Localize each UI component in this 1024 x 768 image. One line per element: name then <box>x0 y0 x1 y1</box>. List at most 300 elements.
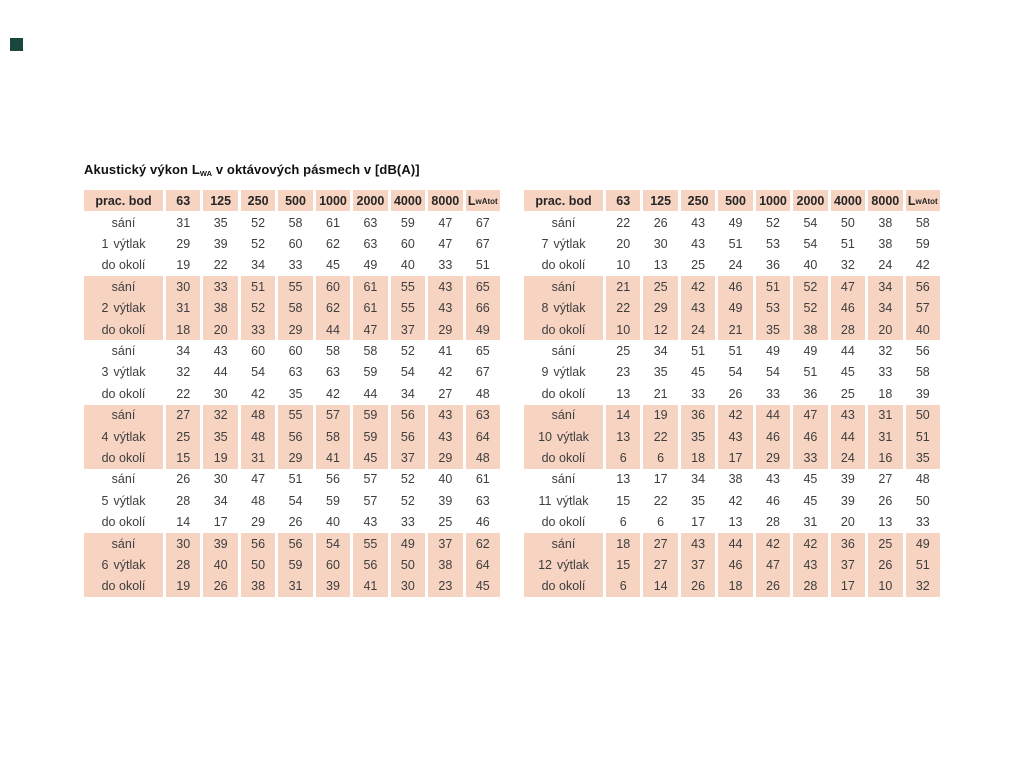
value-cell: 46 <box>766 493 780 508</box>
group-number: 1 <box>101 237 109 252</box>
value-cell: 37 <box>691 557 706 572</box>
value-cell: 41 <box>438 344 453 359</box>
header-cell-frequency: 63 <box>606 190 640 211</box>
value-cell: 33 <box>915 515 930 530</box>
value-cell: 51 <box>915 557 930 572</box>
value-column <box>316 533 350 597</box>
value-column <box>353 469 387 533</box>
value-column <box>606 340 640 404</box>
header-cell-frequency: 2000 <box>353 190 387 211</box>
value-cell: 44 <box>840 344 855 359</box>
value-column <box>793 212 827 276</box>
row-label: sání <box>111 279 136 294</box>
group-number: 10 <box>538 429 552 444</box>
value-cell: 49 <box>728 301 743 316</box>
header-cell-frequency: 500 <box>278 190 312 211</box>
value-column <box>643 276 677 340</box>
value-cell: 51 <box>475 258 490 273</box>
value-cell: 58 <box>288 301 303 316</box>
value-column <box>718 212 752 276</box>
measurement-group <box>84 469 500 533</box>
value-column <box>278 405 312 469</box>
value-cell: 62 <box>475 536 490 551</box>
value-cell: 43 <box>691 536 706 551</box>
value-cell: 61 <box>363 301 378 316</box>
value-column <box>718 340 752 404</box>
value-cell: 13 <box>728 515 743 530</box>
value-cell: 35 <box>691 429 706 444</box>
value-cell: 31 <box>878 408 893 423</box>
value-cell: 58 <box>915 215 930 230</box>
value-cell: 31 <box>176 301 191 316</box>
value-cell: 13 <box>878 515 893 530</box>
value-cell: 51 <box>288 472 303 487</box>
value-cell: 55 <box>400 279 415 294</box>
value-cell: 20 <box>213 322 228 337</box>
value-cell: 33 <box>766 386 780 401</box>
value-cell: 45 <box>363 450 378 465</box>
value-column <box>756 212 790 276</box>
value-column <box>681 340 715 404</box>
value-cell: 27 <box>438 386 453 401</box>
value-cell: 15 <box>176 450 191 465</box>
value-cell: 43 <box>213 344 228 359</box>
value-cell: 21 <box>616 279 631 294</box>
value-cell: 63 <box>326 365 340 380</box>
value-cell: 43 <box>691 237 706 252</box>
row-label: do okolí <box>541 258 586 273</box>
header-cell-prac-bod: prac. bod <box>524 190 603 211</box>
value-cell: 16 <box>878 450 893 465</box>
value-cell: 47 <box>438 215 453 230</box>
value-column <box>353 340 387 404</box>
value-cell: 22 <box>616 301 631 316</box>
value-cell: 10 <box>616 258 631 273</box>
value-column <box>906 212 940 276</box>
value-cell: 51 <box>728 344 743 359</box>
value-cell: 44 <box>326 322 340 337</box>
value-column <box>681 533 715 597</box>
value-cell: 50 <box>251 557 266 572</box>
value-cell: 40 <box>438 472 453 487</box>
value-cell: 49 <box>766 344 780 359</box>
value-column <box>868 405 902 469</box>
value-cell: 45 <box>803 472 818 487</box>
value-cell: 48 <box>475 450 490 465</box>
value-column <box>241 212 275 276</box>
row-label-column <box>524 533 603 597</box>
row-label: do okolí <box>541 579 586 594</box>
value-cell: 54 <box>400 365 415 380</box>
value-cell: 45 <box>803 493 818 508</box>
value-cell: 25 <box>691 258 706 273</box>
value-column <box>756 469 790 533</box>
row-label: sání <box>111 472 136 487</box>
value-column <box>466 212 500 276</box>
value-cell: 56 <box>915 344 930 359</box>
value-column <box>428 340 462 404</box>
table-header-row <box>524 190 940 211</box>
measurement-group <box>524 212 940 276</box>
value-cell: 45 <box>475 579 490 594</box>
value-column <box>166 533 200 597</box>
lwatot-subscript: wAtot <box>915 197 938 206</box>
value-cell: 46 <box>728 279 743 294</box>
row-label: do okolí <box>101 450 146 465</box>
value-cell: 35 <box>213 215 228 230</box>
value-cell: 52 <box>803 279 818 294</box>
row-label: sání <box>111 215 136 230</box>
value-cell: 6 <box>657 450 665 465</box>
value-cell: 27 <box>653 557 668 572</box>
value-cell: 30 <box>400 579 415 594</box>
value-cell: 29 <box>766 450 780 465</box>
row-label: 9 výtlak <box>541 365 586 380</box>
value-cell: 39 <box>840 472 855 487</box>
row-label-column <box>524 405 603 469</box>
value-cell: 39 <box>213 237 228 252</box>
group-number: 11 <box>538 493 552 508</box>
value-cell: 18 <box>691 450 706 465</box>
value-cell: 43 <box>438 408 453 423</box>
value-cell: 10 <box>616 322 631 337</box>
tables-row <box>84 190 940 597</box>
value-column <box>681 212 715 276</box>
value-cell: 26 <box>728 386 743 401</box>
value-cell: 26 <box>878 493 893 508</box>
header-cell-prac-bod: prac. bod <box>84 190 163 211</box>
value-cell: 29 <box>288 322 303 337</box>
value-cell: 26 <box>878 557 893 572</box>
value-cell: 58 <box>326 429 340 444</box>
value-column <box>166 212 200 276</box>
value-cell: 50 <box>840 215 855 230</box>
row-label: 2 výtlak <box>101 301 146 316</box>
value-column <box>868 533 902 597</box>
value-cell: 38 <box>728 472 743 487</box>
value-cell: 25 <box>616 344 631 359</box>
value-cell: 29 <box>653 301 668 316</box>
value-cell: 30 <box>653 237 668 252</box>
value-cell: 51 <box>803 365 818 380</box>
value-cell: 65 <box>475 279 490 294</box>
value-cell: 38 <box>878 215 893 230</box>
value-cell: 15 <box>616 493 631 508</box>
value-column <box>278 469 312 533</box>
value-cell: 22 <box>616 215 631 230</box>
value-cell: 38 <box>803 322 818 337</box>
value-cell: 57 <box>326 408 340 423</box>
value-cell: 30 <box>176 536 191 551</box>
value-cell: 28 <box>803 579 818 594</box>
value-column <box>241 533 275 597</box>
row-label-column <box>524 276 603 340</box>
value-column <box>831 405 865 469</box>
value-cell: 63 <box>475 493 490 508</box>
header-cell-frequency: 1000 <box>316 190 350 211</box>
value-cell: 60 <box>326 279 340 294</box>
value-cell: 32 <box>840 258 855 273</box>
measurement-group <box>84 276 500 340</box>
value-cell: 28 <box>176 557 191 572</box>
value-cell: 67 <box>475 237 490 252</box>
value-column <box>606 212 640 276</box>
value-column <box>831 533 865 597</box>
value-cell: 63 <box>363 215 378 230</box>
value-column <box>643 405 677 469</box>
value-cell: 22 <box>653 493 668 508</box>
value-cell: 36 <box>840 536 855 551</box>
value-cell: 54 <box>326 536 340 551</box>
value-column <box>868 340 902 404</box>
value-cell: 56 <box>251 536 266 551</box>
value-column <box>466 533 500 597</box>
value-column <box>643 469 677 533</box>
value-column <box>278 340 312 404</box>
value-cell: 23 <box>616 365 631 380</box>
value-cell: 29 <box>438 450 453 465</box>
row-label: 1 výtlak <box>101 237 146 252</box>
value-cell: 19 <box>176 258 191 273</box>
value-column <box>681 405 715 469</box>
value-cell: 56 <box>288 429 303 444</box>
value-cell: 48 <box>251 429 266 444</box>
value-column <box>203 276 237 340</box>
value-cell: 20 <box>840 515 855 530</box>
value-cell: 27 <box>176 408 191 423</box>
value-column <box>756 276 790 340</box>
value-column <box>203 405 237 469</box>
value-cell: 58 <box>326 344 340 359</box>
value-cell: 25 <box>438 515 453 530</box>
value-column <box>428 212 462 276</box>
value-column <box>241 469 275 533</box>
value-cell: 39 <box>915 386 930 401</box>
value-cell: 42 <box>438 365 453 380</box>
header-cell-frequency: 4000 <box>391 190 425 211</box>
value-column <box>718 469 752 533</box>
value-cell: 35 <box>213 429 228 444</box>
value-column <box>316 212 350 276</box>
value-cell: 31 <box>288 579 303 594</box>
corner-accent-square <box>10 38 23 51</box>
value-cell: 31 <box>878 429 893 444</box>
header-cell-frequency: 4000 <box>831 190 865 211</box>
value-column <box>756 533 790 597</box>
value-cell: 30 <box>213 386 228 401</box>
value-column <box>868 276 902 340</box>
row-label: sání <box>551 344 576 359</box>
value-cell: 33 <box>213 279 228 294</box>
value-cell: 56 <box>326 472 340 487</box>
value-cell: 58 <box>915 365 930 380</box>
value-cell: 57 <box>363 493 378 508</box>
value-cell: 59 <box>363 365 378 380</box>
value-column <box>831 340 865 404</box>
value-column <box>718 405 752 469</box>
value-cell: 40 <box>915 322 930 337</box>
value-cell: 38 <box>878 237 893 252</box>
value-cell: 37 <box>840 557 855 572</box>
value-column <box>906 533 940 597</box>
value-cell: 59 <box>915 237 930 252</box>
value-column <box>606 469 640 533</box>
value-cell: 17 <box>653 472 668 487</box>
value-cell: 50 <box>400 557 415 572</box>
value-cell: 41 <box>363 579 378 594</box>
value-column <box>166 340 200 404</box>
row-label-column <box>84 533 163 597</box>
value-column <box>166 276 200 340</box>
value-column <box>466 276 500 340</box>
row-label-column <box>524 212 603 276</box>
value-column <box>681 276 715 340</box>
value-column <box>203 212 237 276</box>
group-number: 7 <box>541 237 549 252</box>
value-cell: 43 <box>840 408 855 423</box>
value-cell: 52 <box>400 493 415 508</box>
value-cell: 61 <box>475 472 490 487</box>
value-cell: 30 <box>176 279 191 294</box>
measurement-group <box>524 340 940 404</box>
value-column <box>831 469 865 533</box>
row-label-column <box>524 340 603 404</box>
value-cell: 47 <box>438 237 453 252</box>
row-label: do okolí <box>541 515 586 530</box>
value-cell: 37 <box>438 536 453 551</box>
header-cell-frequency: 250 <box>241 190 275 211</box>
row-label: do okolí <box>101 258 146 273</box>
value-cell: 38 <box>251 579 266 594</box>
value-cell: 38 <box>213 301 228 316</box>
value-cell: 52 <box>251 301 266 316</box>
value-cell: 42 <box>915 258 930 273</box>
value-cell: 57 <box>915 301 930 316</box>
value-column <box>906 276 940 340</box>
value-cell: 30 <box>213 472 228 487</box>
header-cell-frequency: 2000 <box>793 190 827 211</box>
value-column <box>278 212 312 276</box>
row-label: do okolí <box>101 515 146 530</box>
value-cell: 34 <box>251 258 266 273</box>
value-column <box>718 533 752 597</box>
value-cell: 10 <box>878 579 893 594</box>
value-cell: 27 <box>878 472 893 487</box>
value-column <box>353 212 387 276</box>
value-column <box>466 405 500 469</box>
value-cell: 46 <box>728 557 743 572</box>
value-cell: 26 <box>213 579 228 594</box>
value-cell: 49 <box>400 536 415 551</box>
value-cell: 33 <box>878 365 893 380</box>
value-cell: 25 <box>176 429 191 444</box>
header-cell-frequency: 63 <box>166 190 200 211</box>
value-cell: 47 <box>840 279 855 294</box>
value-column <box>906 340 940 404</box>
value-cell: 44 <box>363 386 378 401</box>
value-column <box>241 340 275 404</box>
value-cell: 18 <box>878 386 893 401</box>
value-cell: 52 <box>251 215 266 230</box>
value-cell: 59 <box>363 429 378 444</box>
value-column <box>316 276 350 340</box>
value-cell: 59 <box>326 493 340 508</box>
value-cell: 63 <box>475 408 490 423</box>
value-cell: 43 <box>728 429 743 444</box>
value-cell: 21 <box>653 386 668 401</box>
value-cell: 32 <box>213 408 228 423</box>
row-label: sání <box>111 344 136 359</box>
value-cell: 54 <box>803 237 818 252</box>
header-cell-frequency: 8000 <box>428 190 462 211</box>
value-column <box>316 405 350 469</box>
row-label: do okolí <box>101 579 146 594</box>
value-column <box>203 469 237 533</box>
value-column <box>203 340 237 404</box>
value-cell: 62 <box>326 301 340 316</box>
value-cell: 47 <box>766 557 780 572</box>
value-cell: 27 <box>653 536 668 551</box>
row-label: 6 výtlak <box>101 557 146 572</box>
value-column <box>391 212 425 276</box>
value-cell: 18 <box>176 322 191 337</box>
value-column <box>241 405 275 469</box>
value-cell: 37 <box>400 322 415 337</box>
value-cell: 24 <box>728 258 743 273</box>
value-cell: 15 <box>616 557 631 572</box>
row-label-column <box>84 212 163 276</box>
group-number: 9 <box>541 365 549 380</box>
value-column <box>606 276 640 340</box>
value-cell: 55 <box>363 536 378 551</box>
value-cell: 60 <box>326 557 340 572</box>
value-cell: 20 <box>878 322 893 337</box>
value-cell: 43 <box>691 215 706 230</box>
value-cell: 6 <box>619 515 627 530</box>
row-label-column <box>84 340 163 404</box>
row-label: do okolí <box>101 386 146 401</box>
group-number: 6 <box>101 557 109 572</box>
value-column <box>353 533 387 597</box>
value-cell: 44 <box>840 429 855 444</box>
value-cell: 34 <box>400 386 415 401</box>
value-column <box>643 212 677 276</box>
value-cell: 28 <box>176 493 191 508</box>
value-column <box>316 469 350 533</box>
measurement-group <box>84 405 500 469</box>
value-cell: 18 <box>728 579 743 594</box>
value-cell: 31 <box>176 215 191 230</box>
header-cell-lwatot: L wAtot <box>906 190 940 211</box>
measurement-group <box>84 533 500 597</box>
value-cell: 43 <box>438 429 453 444</box>
value-cell: 61 <box>363 279 378 294</box>
value-column <box>428 533 462 597</box>
value-cell: 49 <box>915 536 930 551</box>
value-cell: 60 <box>288 237 303 252</box>
row-label: 7 výtlak <box>541 237 586 252</box>
value-cell: 49 <box>475 322 490 337</box>
value-column <box>428 469 462 533</box>
value-cell: 45 <box>840 365 855 380</box>
value-cell: 46 <box>475 515 490 530</box>
value-cell: 49 <box>363 258 378 273</box>
row-label: do okolí <box>101 322 146 337</box>
value-cell: 33 <box>400 515 415 530</box>
value-column <box>203 533 237 597</box>
value-cell: 59 <box>288 557 303 572</box>
value-cell: 43 <box>766 472 780 487</box>
